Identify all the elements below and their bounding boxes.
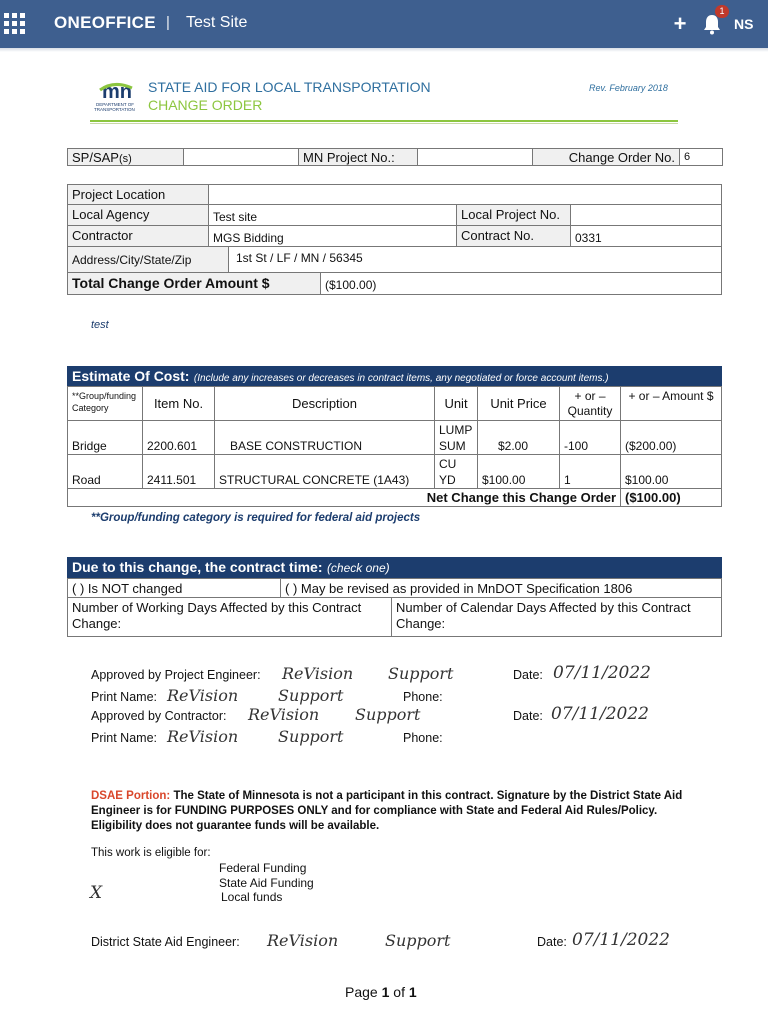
project-location-label: Project Location [67,184,209,205]
row1-description[interactable]: BASE CONSTRUCTION [214,420,435,455]
phone-2-label: Phone: [403,731,443,745]
row2-group[interactable]: Road [67,454,143,489]
row1-item[interactable]: 2200.601 [142,420,215,455]
net-change-value: ($100.00) [620,488,722,507]
dsae-engineer-label: District State Aid Engineer: [91,935,240,949]
funding-check-mark: X [90,883,103,903]
row2-qty[interactable]: 1 [559,454,621,489]
print-name-1-label: Print Name: [91,690,157,704]
form-subtitle: CHANGE ORDER [148,97,263,113]
dsae-date: 07/11/2022 [572,930,670,950]
col-amount: + or – Amount $ [620,386,722,421]
print-name-1-last: Support [278,686,344,705]
dsae-text: The State of Minnesota is not a participant in this contract. Signature by the District State Aid Engineer is for FUNDING PURPOSES ONLY and for compliance with State and Federal Aid Rules/Policy. Eligibility does not guarantee funds will be available. [91,790,683,832]
pe-date-label: Date: [513,668,543,682]
row2-amount[interactable]: $100.00 [620,454,722,489]
pe-label: Approved by Project Engineer: [91,668,261,682]
form-title: STATE AID FOR LOCAL TRANSPORTATION [148,79,431,95]
print-name-1-first: ReVision [167,686,239,705]
add-icon[interactable]: + [673,11,687,36]
row2-description[interactable]: STRUCTURAL CONCRETE (1A43) [214,454,435,489]
estimate-header [67,366,722,387]
header-separator: | [166,14,170,31]
row1-price[interactable]: $2.00 [477,420,560,455]
calendar-days-field[interactable]: Number of Calendar Days Affected by this Contract Change: [391,597,722,637]
pe-date: 07/11/2022 [553,663,651,683]
phone-1-label: Phone: [403,690,443,704]
dsae-signature-last: Support [385,931,451,950]
sp-sap-field[interactable] [183,148,299,166]
app-header [0,0,768,48]
local-project-label: Local Project No. [456,204,571,226]
contractor-approval-label: Approved by Contractor: [91,709,227,723]
contractor-date: 07/11/2022 [551,704,649,724]
col-group: **Group/funding Category [67,386,143,421]
contract-no-field[interactable]: 0331 [570,225,722,247]
contractor-signature-first: ReVision [248,705,320,724]
col-description: Description [214,386,435,421]
local-project-field[interactable] [570,204,722,226]
group-footnote: **Group/funding category is required for federal aid projects [91,512,421,524]
sp-sap-label: SP/SAP(s) [67,148,184,166]
col-quantity: + or – Quantity [559,386,621,421]
row2-item[interactable]: 2411.501 [142,454,215,489]
col-item: Item No. [142,386,215,421]
change-order-label: Change Order No. [532,148,680,166]
dsae-portion [91,789,691,834]
estimate-title: Estimate Of Cost: [72,368,190,384]
site-name[interactable]: Test Site [186,14,248,31]
option-not-changed[interactable]: ( ) Is NOT changed [67,578,281,598]
total-amount-field[interactable]: ($100.00) [320,272,722,295]
page-indicator: Page 1 of 1 [345,984,417,1000]
project-location-field[interactable] [208,184,722,205]
contract-no-label: Contract No. [456,225,571,247]
header-shadow [0,48,768,52]
address-field[interactable]: 1st St / LF / MN / 56345 [228,246,722,273]
dsae-label: DSAE Portion: [91,790,171,802]
state-aid-funding-option[interactable]: State Aid Funding [219,876,314,890]
address-label: Address/City/State/Zip [67,246,229,273]
user-menu[interactable]: NS [734,16,754,32]
app-brand[interactable]: ONEOFFICE [54,13,156,32]
row1-amount[interactable]: ($200.00) [620,420,722,455]
contractor-field[interactable]: MGS Bidding [208,225,457,247]
print-name-2-first: ReVision [167,727,239,746]
check-one-note: (check one) [326,561,390,575]
contractor-label: Contractor [67,225,209,247]
contractor-signature-last: Support [355,705,421,724]
eligible-label: This work is eligible for: [91,847,211,859]
logo-mark: mn [102,81,132,103]
logo-sub-1: DEPARTMENT OF [96,102,135,107]
mndot-logo [94,80,142,114]
print-name-2-last: Support [278,727,344,746]
row2-unit[interactable]: CU YD [434,454,478,489]
logo-sub-2: TRANSPORTATION [94,107,135,112]
row1-qty[interactable]: -100 [559,420,621,455]
dsae-signature-first: ReVision [267,931,339,950]
dsae-date-label: Date: [537,935,567,949]
title-rule [90,120,678,122]
apps-grid-icon[interactable] [4,13,26,35]
col-unit: Unit [434,386,478,421]
revision-date: Rev. February 2018 [589,83,668,93]
notification-badge: 1 [715,5,729,18]
row1-unit[interactable]: LUMP SUM [434,420,478,455]
title-rule-thin [90,123,678,124]
contract-time-title: Due to this change, the contract time: [72,559,323,575]
working-days-field[interactable]: Number of Working Days Affected by this Contract Change: [67,597,392,637]
total-amount-label: Total Change Order Amount $ [67,272,321,295]
local-agency-field[interactable]: Test site [208,204,457,226]
col-unit-price: Unit Price [477,386,560,421]
net-change-label: Net Change this Change Order [67,488,621,507]
pe-signature-last: Support [388,664,454,683]
print-name-2-label: Print Name: [91,731,157,745]
mn-project-field[interactable] [417,148,533,166]
local-agency-label: Local Agency [67,204,209,226]
mn-project-label: MN Project No.: [298,148,418,166]
estimate-subtitle: (Include any increases or decreases in contract items, any negotiated or force account items.) [193,373,609,384]
contractor-date-label: Date: [513,709,543,723]
change-order-field[interactable]: 6 [679,148,723,166]
row1-group[interactable]: Bridge [67,420,143,455]
local-funds-option[interactable]: Local funds [221,890,283,904]
pe-signature-first: ReVision [282,664,354,683]
option-may-be-revised[interactable]: ( ) May be revised as provided in MnDOT Specification 1806 [280,578,722,598]
contract-time-header [67,557,722,579]
notes-text: test [91,319,109,331]
row2-price[interactable]: $100.00 [477,454,560,489]
federal-funding-option[interactable]: Federal Funding [219,861,307,875]
